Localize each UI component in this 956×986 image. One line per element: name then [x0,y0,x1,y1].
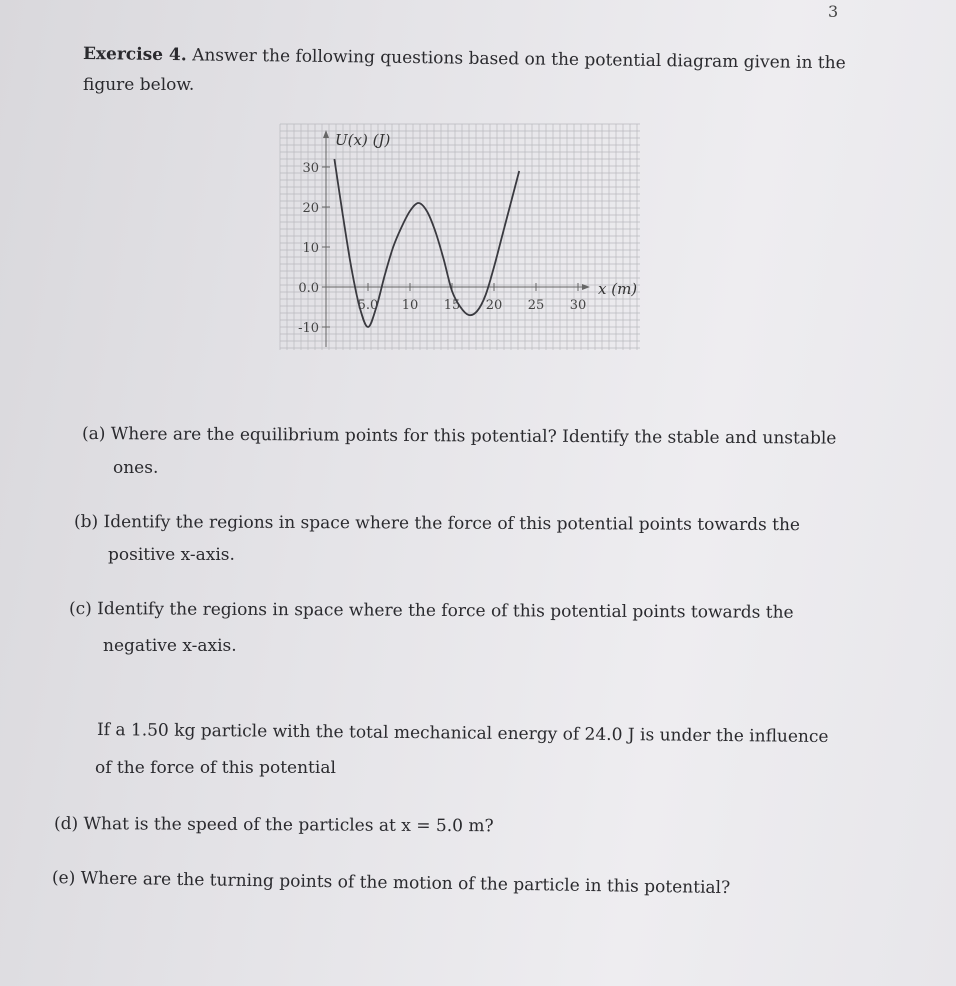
question-c-line2: negative x-axis. [103,636,237,656]
page-number: 3 [828,2,839,21]
question-b-line1: (b) Identify the regions in space where the force of this potential points towards the [73,512,801,536]
question-e: (e) Where are the turning points of the motion of the particle in this potential? [51,868,731,899]
x-tick-label: 15 [443,298,461,313]
question-d: (d) What is the speed of the particles at x = 5.0 m? [53,814,494,837]
question-a-line2: ones. [113,458,159,478]
y-tick-label: 10 [302,241,319,256]
x-tick-label: 20 [485,298,503,313]
question-c-line1: (c) Identify the regions in space where the force of this potential points towards the [68,599,794,623]
x-tick-label: 5.0 [357,298,379,313]
y-tick-label: 30 [302,161,319,176]
chart-grid [280,124,640,350]
potential-chart [278,120,642,354]
premise-line2: of the force of this potential [95,758,336,778]
y-tick-label: -10 [298,321,319,336]
exercise-heading [83,44,846,74]
chart-axes [323,130,590,347]
x-tick-label: 30 [569,298,587,313]
x-tick-label: 25 [527,298,545,313]
x-tick-label: 10 [401,298,419,313]
y-tick-label: 0.0 [298,281,319,296]
question-a-line1: (a) Where are the equilibrium points for this potential? Identify the stable and unstable [81,424,837,449]
exercise-intro-line2: figure below. [83,75,195,95]
exercise-intro-line1: Answer the following questions based on the potential diagram given in the [192,45,846,74]
exercise-label: Exercise 4. [82,44,187,66]
x-axis-label: x (m) [598,280,638,298]
potential-diagram [278,120,642,354]
premise-line1: If a 1.50 kg particle with the total mechanical energy of 24.0 J is under the influence [96,720,829,748]
y-axis-label: U(x) (J) [335,131,391,149]
question-b-line2: positive x-axis. [108,545,235,565]
y-tick-label: 20 [302,201,319,216]
